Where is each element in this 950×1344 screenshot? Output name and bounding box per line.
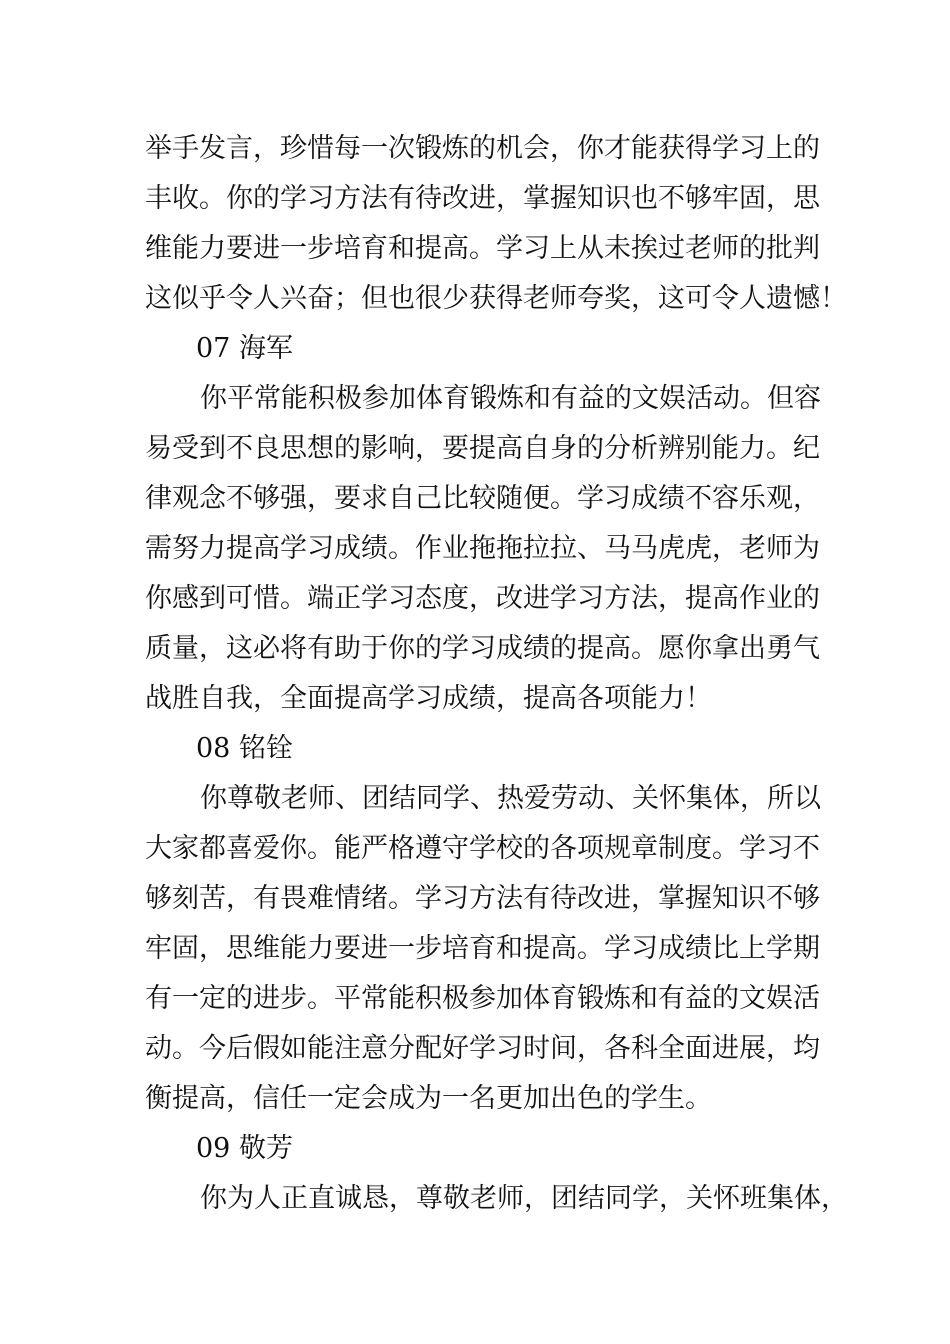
section-heading-09: 09 敬芳 <box>196 1133 293 1164</box>
text-line: 律观念不够强，要求自己比较随便。学习成绩不容乐观， <box>145 483 820 514</box>
text-line: 举手发言，珍惜每一次锻炼的机会，你才能获得学习上的 <box>145 133 820 164</box>
text-line: 大家都喜爱你。能严格遵守学校的各项规章制度。学习不 <box>145 833 820 864</box>
text-line: 丰收。你的学习方法有待改进，掌握知识也不够牢固，思 <box>145 183 820 214</box>
text-line: 易受到不良思想的影响，要提高自身的分析辨别能力。纪 <box>145 433 820 464</box>
text-line: 牢固，思维能力要进一步培育和提高。学习成绩比上学期 <box>145 933 820 964</box>
paragraph-first-line: 你尊敬老师、团结同学、热爱劳动、关怀集体，所以 <box>200 783 821 814</box>
text-line: 这似乎令人兴奋；但也很少获得老师夸奖，这可令人遗憾！ <box>145 283 847 314</box>
text-line: 动。今后假如能注意分配好学习时间，各科全面进展，均 <box>145 1033 820 1064</box>
text-line: 衡提高，信任一定会成为一名更加出色的学生。 <box>145 1083 712 1114</box>
text-line: 需努力提高学习成绩。作业拖拖拉拉、马马虎虎，老师为 <box>145 533 820 564</box>
paragraph-first-line: 你平常能积极参加体育锻炼和有益的文娱活动。但容 <box>200 383 821 414</box>
text-line: 质量，这必将有助于你的学习成绩的提高。愿你拿出勇气 <box>145 633 820 664</box>
text-line: 你感到可惜。端正学习态度，改进学习方法，提高作业的 <box>145 583 820 614</box>
text-line: 有一定的进步。平常能积极参加体育锻炼和有益的文娱活 <box>145 983 820 1014</box>
text-line: 战胜自我，全面提高学习成绩，提高各项能力！ <box>145 683 712 714</box>
section-heading-07: 07 海军 <box>196 333 293 364</box>
text-line: 够刻苦，有畏难情绪。学习方法有待改进，掌握知识不够 <box>145 883 820 914</box>
section-heading-08: 08 铭铨 <box>196 733 293 764</box>
paragraph-first-line: 你为人正直诚恳，尊敬老师，团结同学，关怀班集体， <box>200 1183 848 1214</box>
text-line: 维能力要进一步培育和提高。学习上从未挨过老师的批判 <box>145 233 820 264</box>
